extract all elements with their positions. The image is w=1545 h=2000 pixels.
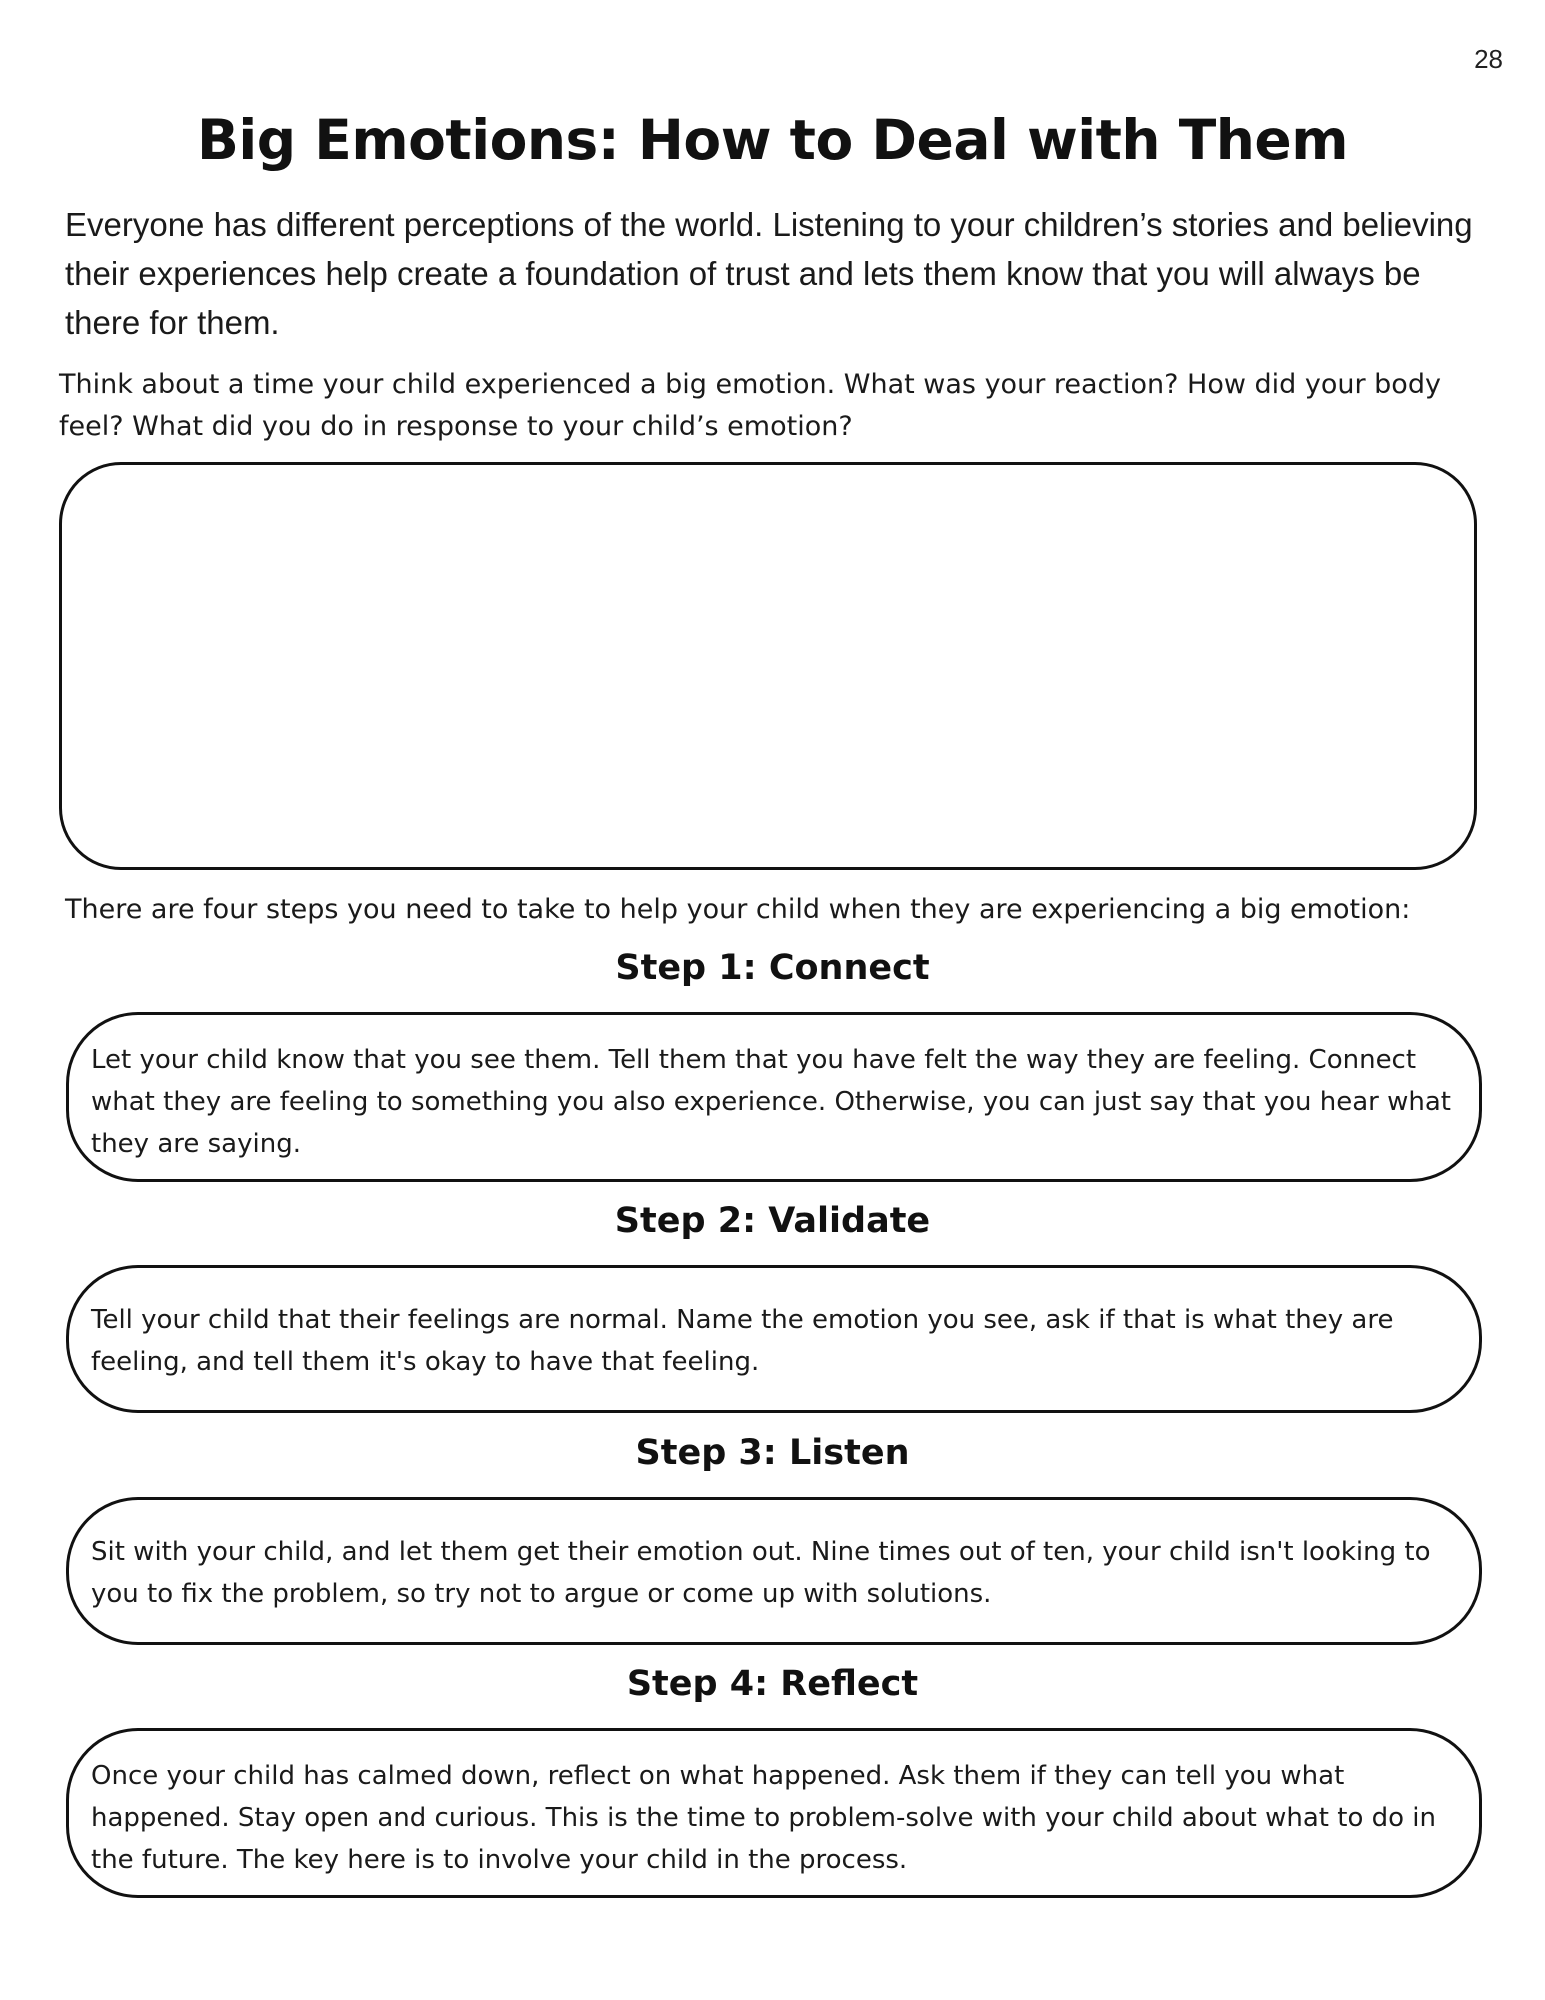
step-4-box	[66, 1728, 1482, 1898]
reflection-prompt: Think about a time your child experienced a big emotion. What was your reaction? How did your body feel? What did you do in response to your child’s emotion?	[59, 369, 1441, 442]
step-3-heading: Step 3: Listen	[635, 1433, 910, 1473]
step-2-text: Tell your child that their feelings are normal. Name the emotion you see, ask if that is what they are feeling, and tell them it's okay to have that feeling.	[91, 1305, 1394, 1377]
intro-paragraph: Everyone has different perceptions of the world. Listening to your children’s stories and believing their experiences help create a foundation of trust and lets them know that you will always be there for them.	[65, 206, 1473, 341]
step-1-text: Let your child know that you see them. Tell them that you have felt the way they are feeling. Connect what they are feeling to something you also experience. Otherwise, you can just say that you hear what they are saying.	[91, 1045, 1451, 1159]
step-3-text: Sit with your child, and let them get their emotion out. Nine times out of ten, your child isn't looking to you to fix the problem, so try not to argue or come up with solutions.	[91, 1537, 1431, 1609]
page-title: Big Emotions: How to Deal with Them	[196, 108, 1349, 172]
step-1-box	[66, 1012, 1482, 1182]
page-number: 28	[1474, 44, 1503, 74]
step-4-heading: Step 4: Reflect	[626, 1664, 919, 1704]
step-2-heading: Step 2: Validate	[614, 1201, 931, 1241]
step-3-box	[66, 1497, 1482, 1645]
answer-box[interactable]	[59, 462, 1477, 870]
step-4-text: Once your child has calmed down, reflect on what happened. Ask them if they can tell you what happened. Stay open and curious. This is the time to problem-solve with your child about what to do in the future. The key here is to involve your child in the process.	[91, 1761, 1437, 1875]
step-1-heading: Step 1: Connect	[615, 948, 930, 988]
step-2-box	[66, 1265, 1482, 1413]
steps-intro: There are four steps you need to take to help your child when they are experiencing a big emotion:	[65, 894, 1411, 925]
